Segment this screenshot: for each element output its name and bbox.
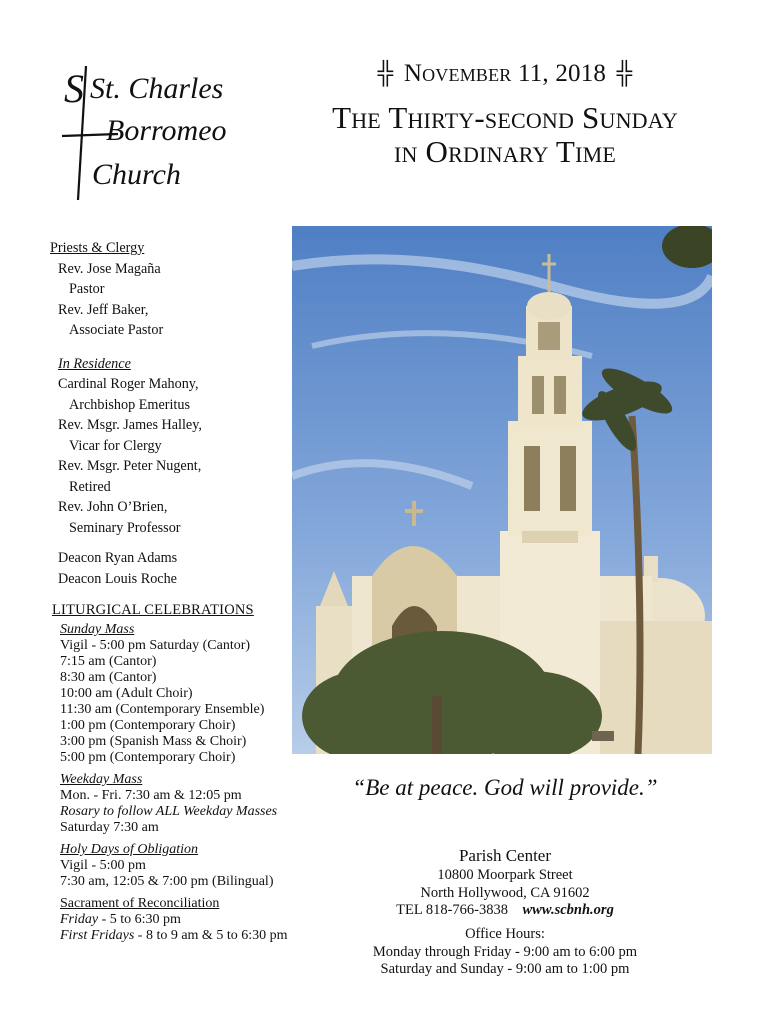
sunday-mass-line: 8:30 am (Cantor) bbox=[60, 670, 157, 685]
tower-ledge bbox=[522, 531, 578, 543]
reconciliation-friday bbox=[52, 912, 312, 928]
bulletin-date: November 11, 2018 bbox=[403, 60, 607, 87]
tower-opening bbox=[560, 446, 576, 511]
clergy-line: Rev. Jeff Baker, bbox=[58, 301, 149, 318]
logo-line1: St. Charles bbox=[90, 72, 224, 105]
parish-city: North Hollywood, CA 91602 bbox=[420, 884, 590, 901]
parish-website-link[interactable]: www.scbnh.org bbox=[522, 902, 614, 918]
residence-line: Cardinal Roger Mahony, bbox=[58, 376, 199, 392]
logo-line3: Church bbox=[92, 158, 181, 191]
bell-tower-upper bbox=[518, 356, 582, 426]
sunday-title-line1: The Thirty-second Sunday bbox=[332, 100, 678, 135]
parish-street: 10800 Moorpark Street bbox=[437, 867, 573, 883]
clergy-line: Pastor bbox=[69, 281, 105, 297]
cross-icon: ╬ bbox=[377, 60, 394, 85]
bell-tower-dome bbox=[527, 292, 571, 320]
sunday-mass-line: 3:00 pm (Spanish Mass & Choir) bbox=[60, 734, 247, 749]
sunday-mass-line: 1:00 pm (Contemporary Choir) bbox=[60, 718, 236, 733]
reconciliation-friday-label: Friday bbox=[60, 912, 99, 927]
office-hours-title: Office Hours: bbox=[465, 925, 545, 942]
tree-trunk bbox=[432, 696, 442, 754]
residence-line: Rev. Msgr. James Halley, bbox=[58, 417, 202, 433]
sunday-mass-line: 5:00 pm (Contemporary Choir) bbox=[60, 750, 236, 765]
parish-phone: TEL 818-766-3838 bbox=[396, 902, 508, 918]
residence-line: Vicar for Clergy bbox=[69, 437, 162, 454]
parish-contact bbox=[330, 902, 680, 920]
weekday-mass-line: Mon. - Fri. 7:30 am & 12:05 pm bbox=[60, 788, 242, 803]
bell-tower-mid bbox=[508, 421, 592, 536]
weekday-mass-heading: Weekday Mass bbox=[60, 772, 143, 787]
bulletin-header bbox=[300, 58, 710, 169]
deacon-line: Deacon Louis Roche bbox=[58, 570, 177, 587]
liturgy-heading: LITURGICAL CELEBRATIONS bbox=[52, 602, 254, 618]
sunday-mass-line: 10:00 am (Adult Choir) bbox=[60, 686, 193, 701]
sunday-mass-line: 11:30 am (Contemporary Ensemble) bbox=[60, 702, 265, 717]
holy-days-line: Vigil - 5:00 pm bbox=[60, 858, 146, 873]
logo-line2: Borromeo bbox=[106, 114, 227, 147]
clergy-line: Rev. Jose Magaña bbox=[58, 260, 161, 277]
side-window bbox=[592, 731, 614, 741]
clergy-heading: Priests & Clergy bbox=[50, 240, 145, 256]
logo-s: S bbox=[64, 66, 84, 111]
holy-days-heading: Holy Days of Obligation bbox=[60, 842, 199, 857]
tower-opening bbox=[538, 322, 560, 350]
deacon-line: Deacon Ryan Adams bbox=[58, 550, 178, 566]
tower-opening bbox=[554, 376, 566, 414]
residence-heading: In Residence bbox=[58, 355, 131, 372]
saturday-mass-line: Saturday 7:30 am bbox=[60, 820, 159, 835]
residence-line: Rev. Msgr. Peter Nugent, bbox=[58, 458, 202, 474]
reconciliation-first-label: First Fridays bbox=[60, 928, 135, 943]
residence-line: Retired bbox=[69, 478, 111, 495]
parish-center-title: Parish Center bbox=[458, 846, 552, 865]
rosary-line: Rosary to follow ALL Weekday Masses bbox=[60, 804, 278, 819]
office-hours-weekend: Saturday and Sunday - 9:00 am to 1:00 pm bbox=[380, 961, 630, 977]
reconciliation-heading: Sacrament of Reconciliation bbox=[60, 896, 220, 911]
reconciliation-first-time: - 8 to 9 am & 5 to 6:30 pm bbox=[134, 928, 288, 943]
office-hours-weekday: Monday through Friday - 9:00 am to 6:00 pm bbox=[372, 943, 638, 960]
parish-center bbox=[330, 845, 680, 979]
residence-line: Seminary Professor bbox=[69, 519, 181, 536]
sunday-mass-heading: Sunday Mass bbox=[60, 622, 135, 637]
sunday-mass-line: 7:15 am (Cantor) bbox=[60, 654, 157, 669]
reconciliation-first-fridays bbox=[52, 928, 312, 944]
tower-opening bbox=[532, 376, 544, 414]
clergy-line: Associate Pastor bbox=[69, 322, 164, 338]
church-photo bbox=[292, 226, 712, 754]
church-logo bbox=[56, 58, 246, 208]
scripture-quote: “Be at peace. God will provide.” bbox=[352, 775, 658, 800]
sunday-title-line2: in Ordinary Time bbox=[393, 134, 616, 169]
cross-icon: ╬ bbox=[616, 60, 633, 85]
tower-opening bbox=[524, 446, 540, 511]
liturgy-section bbox=[52, 602, 312, 944]
holy-days-line: 7:30 am, 12:05 & 7:00 pm (Bilingual) bbox=[60, 874, 274, 889]
clergy-section bbox=[50, 238, 300, 589]
residence-line: Rev. John O’Brien, bbox=[58, 499, 168, 515]
sunday-mass-line: Vigil - 5:00 pm Saturday (Cantor) bbox=[60, 638, 251, 653]
residence-line: Archbishop Emeritus bbox=[69, 396, 190, 413]
date-line bbox=[300, 58, 710, 89]
reconciliation-friday-time: - 5 to 6:30 pm bbox=[98, 912, 181, 927]
